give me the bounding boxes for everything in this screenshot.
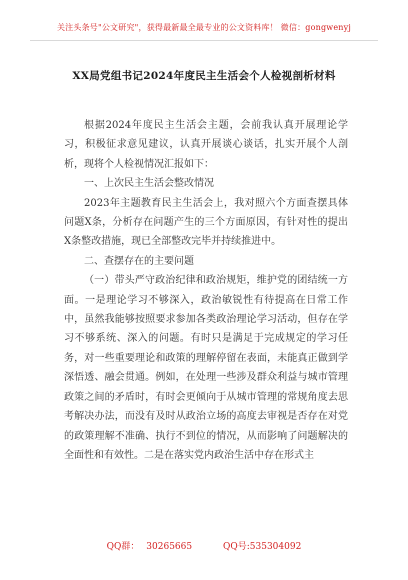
footer-qq-number: QQ号:535304092 (222, 542, 302, 552)
document-title: XX局党组书记2024年度民主生活会个人检视剖析材料 (72, 70, 336, 82)
footer-contact (0, 539, 408, 552)
section-2-paragraph: （一）带头严守政治纪律和政治规矩，维护党的团结统一方面。一是理论学习不够深入，政治敏锐性有待提高在日常工作中，虽然我能够按照要求参加各类政治理论学习活动，但存在学习不够系统、深入的问题。有时只是满足于完成规定的学习任务，对一些重要理论和政策的理解停留在表面，未能真正做到学深悟透、融会贯通。例如，在处理一些涉及群众利益与城市管理政策之间的矛盾时，有时会更倾向于从城市管理的常规角度去思考解决办法，而没有及时从政治立场的高度去审视是否存在对党的政策理解不准确、执行不到位的情况，从而影响了问题解决的全面性和有效性。二是在落实党内政治生活中存在形式主 (64, 275, 348, 461)
intro-paragraph: 根据2024年度民主生活会主题，会前我认真开展理论学习，积极征求意见建议，认真开展谈心谈话，扎实开展个人剖析，现将个人检视情况汇报如下： (64, 120, 348, 170)
section-heading-2: 二、查摆存在的主要问题 (84, 255, 194, 267)
document-body (64, 116, 348, 465)
header-promo-text: 关注头条号"公文研究"，获得最新最全最专业的公文资料库！ 微信：gongwenyj (56, 23, 352, 32)
section-heading-1: 一、上次民主生活会整改情况 (84, 178, 214, 190)
footer-qq-group: QQ群： 30265665 (106, 542, 193, 552)
header-note (0, 22, 408, 33)
header-divider (30, 40, 378, 41)
section-1-paragraph: 2023年主题教育民主生活会上，我对照六个方面查摆具体问题X条，分析存在问题产生的三个方面原因，有针对性的提出X条整改措施，现已全部整改完毕并持续推进中。 (64, 197, 348, 248)
